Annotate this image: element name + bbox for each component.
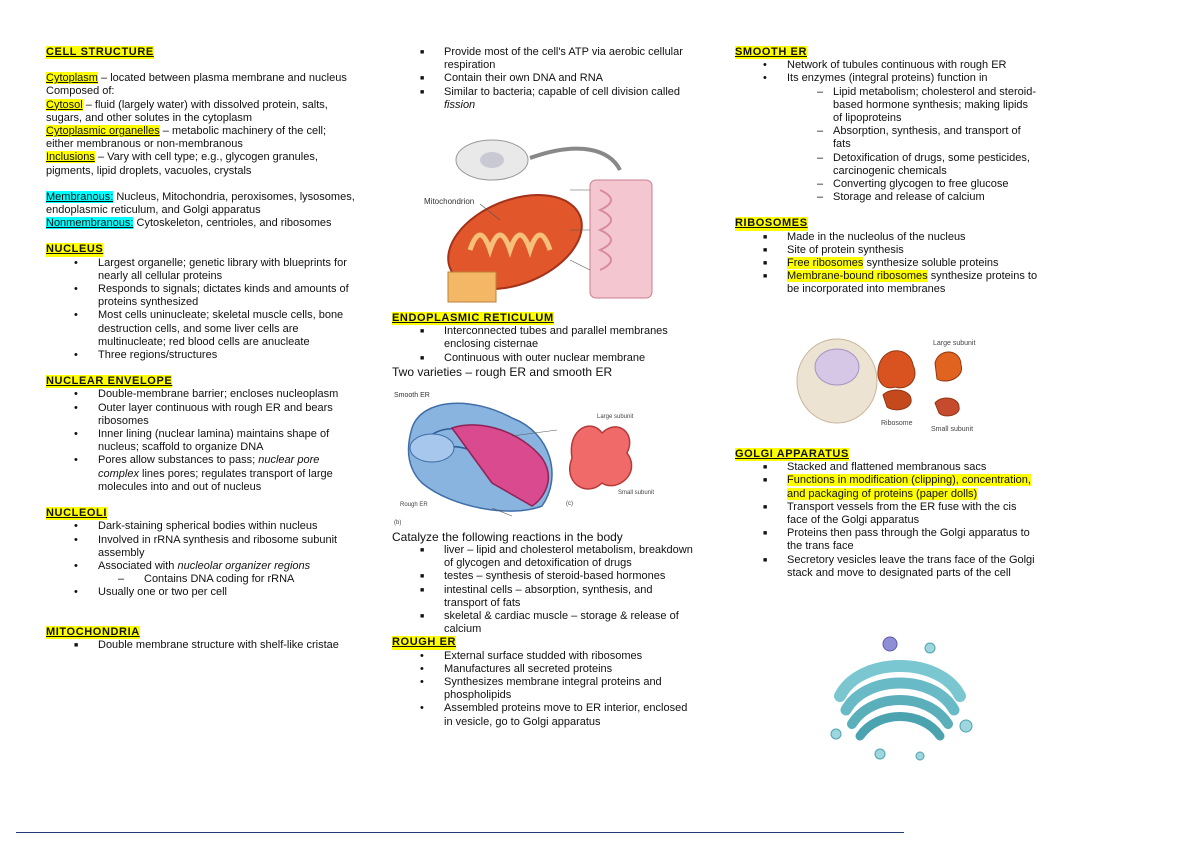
list-item: – Lipid metabolism; cholesterol and steroid-based hormone synthesis; making lipids of lipoproteins: [735, 86, 1040, 126]
list-item: ■ Interconnected tubes and parallel membranes enclosing cisternae: [392, 325, 697, 351]
mito-figure-label: Mitochondrion: [424, 197, 475, 206]
catalyze-list: [392, 544, 697, 636]
er-small-label: Small subunit: [618, 490, 655, 496]
list-item: • Inner lining (nuclear lamina) maintains shape of nucleus; scaffold to organize DNA: [46, 428, 356, 454]
list-item: • Most cells uninucleate; skeletal muscle cells, bone destruction cells, and some liver cells are multinucleate; red blood cells are anucleate: [46, 309, 356, 349]
list-item: ■ Membrane-bound ribosomes synthesize proteins to be incorporated into membranes: [735, 270, 1040, 296]
er-figure: [392, 388, 692, 526]
heading-ribosomes: RIBOSOMES: [735, 217, 808, 230]
list-item: ■ Stacked and flattened membranous sacs: [735, 461, 1040, 474]
list-item: • Dark-staining spherical bodies within nucleus: [46, 520, 356, 533]
cytosol-paragraph: Cytosol – fluid (largely water) with dissolved protein, salts, sugars, and other solutes in the cytoplasm: [46, 98, 328, 124]
heading-nuclear-envelope: NUCLEAR ENVELOPE: [46, 375, 173, 388]
nucleus-list: [46, 257, 356, 363]
list-item: • Network of tubules continuous with rough ER: [735, 59, 1040, 72]
list-item: • Responds to signals; dictates kinds and amounts of proteins synthesized: [46, 283, 356, 309]
list-item: – Detoxification of drugs, some pesticides, carcinogenic chemicals: [735, 152, 1040, 178]
list-item: • Three regions/structures: [46, 349, 356, 362]
mitochondrion-figure: [420, 130, 660, 308]
vesicle: [875, 749, 885, 759]
golgi-cisterna: [860, 717, 940, 737]
list-item: • Its enzymes (integral proteins) function in: [735, 72, 1040, 85]
list-item: ■ Site of protein synthesis: [735, 244, 1040, 257]
heading-nucleoli: NUCLEOLI: [46, 507, 108, 520]
vesicle: [916, 752, 924, 760]
ribosome-large-subunit: [935, 352, 962, 381]
vesicle: [831, 729, 841, 739]
cytoplasm-paragraph: Cytoplasm – located between plasma membrane and nucleus: [46, 72, 347, 85]
heading-cell-structure: CELL STRUCTURE: [46, 46, 154, 58]
golgi-figure: [820, 626, 980, 766]
catalyze-line: Catalyze the following reactions in the body: [392, 530, 623, 544]
zoom-arrow: [530, 149, 620, 170]
inclusions-paragraph: Inclusions – Vary with cell type; e.g., glycogen granules, pigments, lipid droplets, vacuoles, crystals: [46, 151, 318, 177]
list-item: • Assembled proteins move to ER interior, enclosed in vesicle, go to Golgi apparatus: [392, 702, 697, 728]
er-fig-c: (c): [566, 501, 573, 507]
list-item: ■ Made in the nucleolus of the nucleus: [735, 231, 1040, 244]
small-subunit-label: Small subunit: [931, 426, 974, 433]
er-varieties: Two varieties – rough ER and smooth ER: [392, 364, 613, 379]
ribosome-small-3d: [883, 390, 911, 410]
list-item: ■ Free ribosomes synthesize soluble proteins: [735, 257, 1040, 270]
ribosome-large-3d: [878, 351, 915, 388]
list-item: ■ Contain their own DNA and RNA: [392, 72, 697, 85]
micrograph: [590, 180, 652, 298]
nucleoli-sublist: [46, 573, 356, 586]
heading-mitochondria: MITOCHONDRIA: [46, 625, 140, 638]
list-item: ■ Proteins then pass through the Golgi apparatus to the trans face: [735, 527, 1040, 553]
list-item: • Pores allow substances to pass; nuclear pore complex lines pores; regulates transport of large molecules into and out of nucleus: [46, 454, 356, 494]
heading-golgi: GOLGI APPARATUS: [735, 448, 849, 460]
list-item: – Absorption, synthesis, and transport of fats: [735, 125, 1040, 151]
list-item: ■ intestinal cells – absorption, synthesis, and transport of fats: [392, 584, 697, 610]
er-list: [392, 325, 697, 365]
list-item: ■ Continuous with outer nuclear membrane: [392, 352, 697, 365]
list-item: • Usually one or two per cell: [46, 586, 356, 599]
list-item: – Storage and release of calcium: [735, 191, 1040, 204]
column-2-er: [392, 312, 697, 379]
vesicle: [925, 643, 935, 653]
smooth-er-list: [735, 59, 1040, 85]
list-item: ■ Secretory vesicles leave the trans face of the Golgi stack and move to designated parts of the cell: [735, 554, 1040, 580]
list-item: – Converting glycogen to free glucose: [735, 178, 1040, 191]
ribosome-label: Ribosome: [881, 420, 913, 427]
list-item: • Outer layer continuous with rough ER and bears ribosomes: [46, 402, 356, 428]
organelles-paragraph: Cytoplasmic organelles – metabolic machinery of the cell; either membranous or non-membranous: [46, 125, 327, 151]
list-item: ■ Provide most of the cell's ATP via aerobic cellular respiration: [392, 46, 697, 72]
list-item: ■ Double membrane structure with shelf-like cristae: [46, 639, 356, 652]
list-item: • Double-membrane barrier; encloses nucleoplasm: [46, 388, 356, 401]
er-3d-model: [570, 426, 632, 489]
mito-list-continued: [392, 46, 697, 112]
column-3: [735, 46, 1040, 297]
list-item: ■ liver – lipid and cholesterol metabolism, breakdown of glycogen and detoxification of drugs: [392, 544, 697, 570]
golgi-list: [735, 461, 1040, 580]
list-item: • Associated with nucleolar organizer regions: [46, 560, 356, 573]
list-item: • Manufactures all secreted proteins: [392, 663, 697, 676]
column-3-golgi: [735, 448, 1040, 580]
nucleoli-list: [46, 520, 356, 573]
heading-rough-er: ROUGH ER: [392, 636, 457, 649]
list-item: ■ Similar to bacteria; capable of cell division called fission: [392, 86, 697, 112]
smooth-er-label: Smooth ER: [394, 392, 430, 399]
er-fig-b: (b): [394, 520, 402, 526]
column-2: [392, 46, 697, 112]
ribosome-list: [735, 231, 1040, 297]
list-item: • Largest organelle; genetic library with blueprints for nearly all cellular proteins: [46, 257, 356, 283]
rough-er-label: Rough ER: [400, 502, 428, 508]
footer-rule: [16, 832, 904, 833]
list-item: • Involved in rRNA synthesis and ribosome subunit assembly: [46, 534, 356, 560]
list-item: – Contains DNA coding for rRNA: [46, 573, 356, 586]
rough-er-list: [392, 650, 697, 729]
column-2-lower: [392, 530, 697, 729]
list-item: ■ testes – synthesis of steroid-based hormones: [392, 570, 697, 583]
vesicle: [960, 720, 972, 732]
matrix-inset: [448, 272, 496, 302]
ribosome-figure: [795, 325, 985, 443]
mito-list: [46, 639, 356, 652]
er-large-label: Large subunit: [597, 414, 634, 420]
list-item: • External surface studded with ribosomes: [392, 650, 697, 663]
composed-of: Composed of:: [46, 85, 115, 98]
heading-smooth-er: SMOOTH ER: [735, 46, 808, 58]
heading-nucleus: NUCLEUS: [46, 243, 104, 256]
list-item: ■ Transport vessels from the ER fuse with the cis face of the Golgi apparatus: [735, 501, 1040, 527]
nonmembranous-paragraph: Nonmembranous: Cytoskeleton, centrioles, and ribosomes: [46, 217, 332, 230]
ribosome-small-subunit: [935, 398, 959, 416]
heading-er: ENDOPLASMIC RETICULUM: [392, 312, 554, 324]
envelope-list: [46, 388, 356, 494]
column-1: [46, 46, 356, 652]
smooth-er-sublist: [735, 86, 1040, 205]
large-subunit-label: Large subunit: [933, 340, 976, 347]
vesicle: [883, 637, 897, 651]
membranous-paragraph: Membranous: Nucleus, Mitochondria, peroxisomes, lysosomes, endoplasmic reticulum, and Golgi apparatus: [46, 190, 355, 217]
list-item: • Synthesizes membrane integral proteins and phospholipids: [392, 676, 697, 702]
list-item: ■ skeletal & cardiac muscle – storage & release of calcium: [392, 610, 697, 636]
list-item: ■ Functions in modification (clipping), concentration, and packaging of proteins (paper dolls): [735, 474, 1040, 500]
